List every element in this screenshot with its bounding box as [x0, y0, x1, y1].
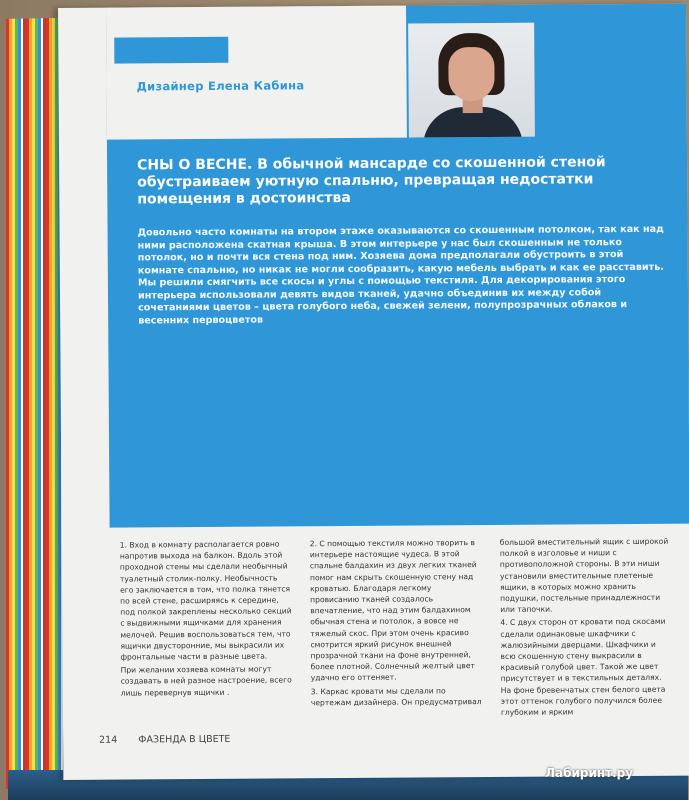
magazine-page: [58, 4, 689, 780]
paragraph: 1. Вход в комнату располагается ровно напротив выхода на балкон. Вдоль этой проходной стены мы сделали необычный туалетный столик-полку. Необычность его заключается в том, что полка тянется по всей стене, расширяясь к середине, под полкой закреплены несколько секций с выдвижными ящичками для хранения мелочей. Решив воспользоваться тем, что ящички двусторонние, мы выкрасили их фронтальные части в разные цвета.: [119, 539, 292, 662]
section-title: ФАЗЕНДА В ЦВЕТЕ: [138, 733, 231, 746]
column-1: [120, 538, 293, 700]
paragraph: При желании хозяева комнаты могут создавать в ней разное настроение, всего лишь перевернув ящички .: [120, 664, 292, 698]
paragraph: большой вместительный ящик с широкой полкой в изголовье и ниши с противоположной стороны. В эти ниши установили вместительные плетеные ящики, в которых можно хранить подушки, постельные принадлежности или тапочки.: [499, 536, 669, 615]
column-2: [310, 537, 483, 710]
lead-paragraph: Довольно часто комнаты на втором этаже оказываются со скошенным потолком, так как над ними расположена скатная крыша. В этом интерьере у нас был скошенным не только потолок, но и почти вся стена под ним. Хозяева дома предполагали обустроить в этой комнате спальню, но никак не могли сообразить, какую мебель выбрать и как ее расставить. Мы решили смягчить все скосы и углы с помощью текстиля. Для декорирования этого интерьера использовали девять видов тканей, удачно объединив их между собой сочетаниями цветов – цвета голубого неба, свежей зелени, полупрозрачных облаков и весенних первоцветов: [137, 223, 664, 326]
header-area: [106, 6, 407, 140]
paragraph: 4. С двух сторон от кровати под скосами сделали одинаковые шкафчики с жалюзийными дверцами. Шкафчики и всю скошенную стену выкрасили в красивый голубой цвет. Такой же цвет присутствует и в текстильных деталях. На фоне бревенчатых стен белого цвета этот оттенок голубого получился более глубоким и ярким: [500, 617, 666, 717]
page-number: 214: [99, 734, 118, 746]
watermark-logo: Лабиринт.ру: [545, 766, 634, 780]
column-3: [500, 536, 673, 720]
body-columns: [110, 536, 689, 750]
page-footer: [99, 734, 230, 746]
headline: СНЫ О ВЕСНЕ. В обычной мансарде со скошенной стеной обустраиваем уютную спальню, превращая недостатки помещения в достоинства: [137, 154, 606, 208]
paragraph: 3. Каркас кровати мы сделали по чертежам дизайнера. Он предусматривал: [310, 685, 482, 708]
paragraph: 2. С помощью текстиля можно творить в интерьере настоящие чудеса. В этой спальне балдахин из двух легких тканей помог нам скрыть скошенную стену над кроватью. Благодаря легкому провисанию тканей создалось впечатление, что над этим балдахином обычная стена и потолок, а вовсе не тяжелый скос. При этом очень красиво смотрится яркий рисунок внешней прозрачной ткани на фоне внутренней, более плотной. Солнечный желтый цвет удачно его оттеняет.: [309, 538, 477, 683]
photo-face: [448, 47, 494, 101]
designer-photo: [408, 23, 535, 138]
blue-tab: [114, 37, 228, 64]
designer-credit: Дизайнер Елена Кабина: [136, 78, 305, 94]
